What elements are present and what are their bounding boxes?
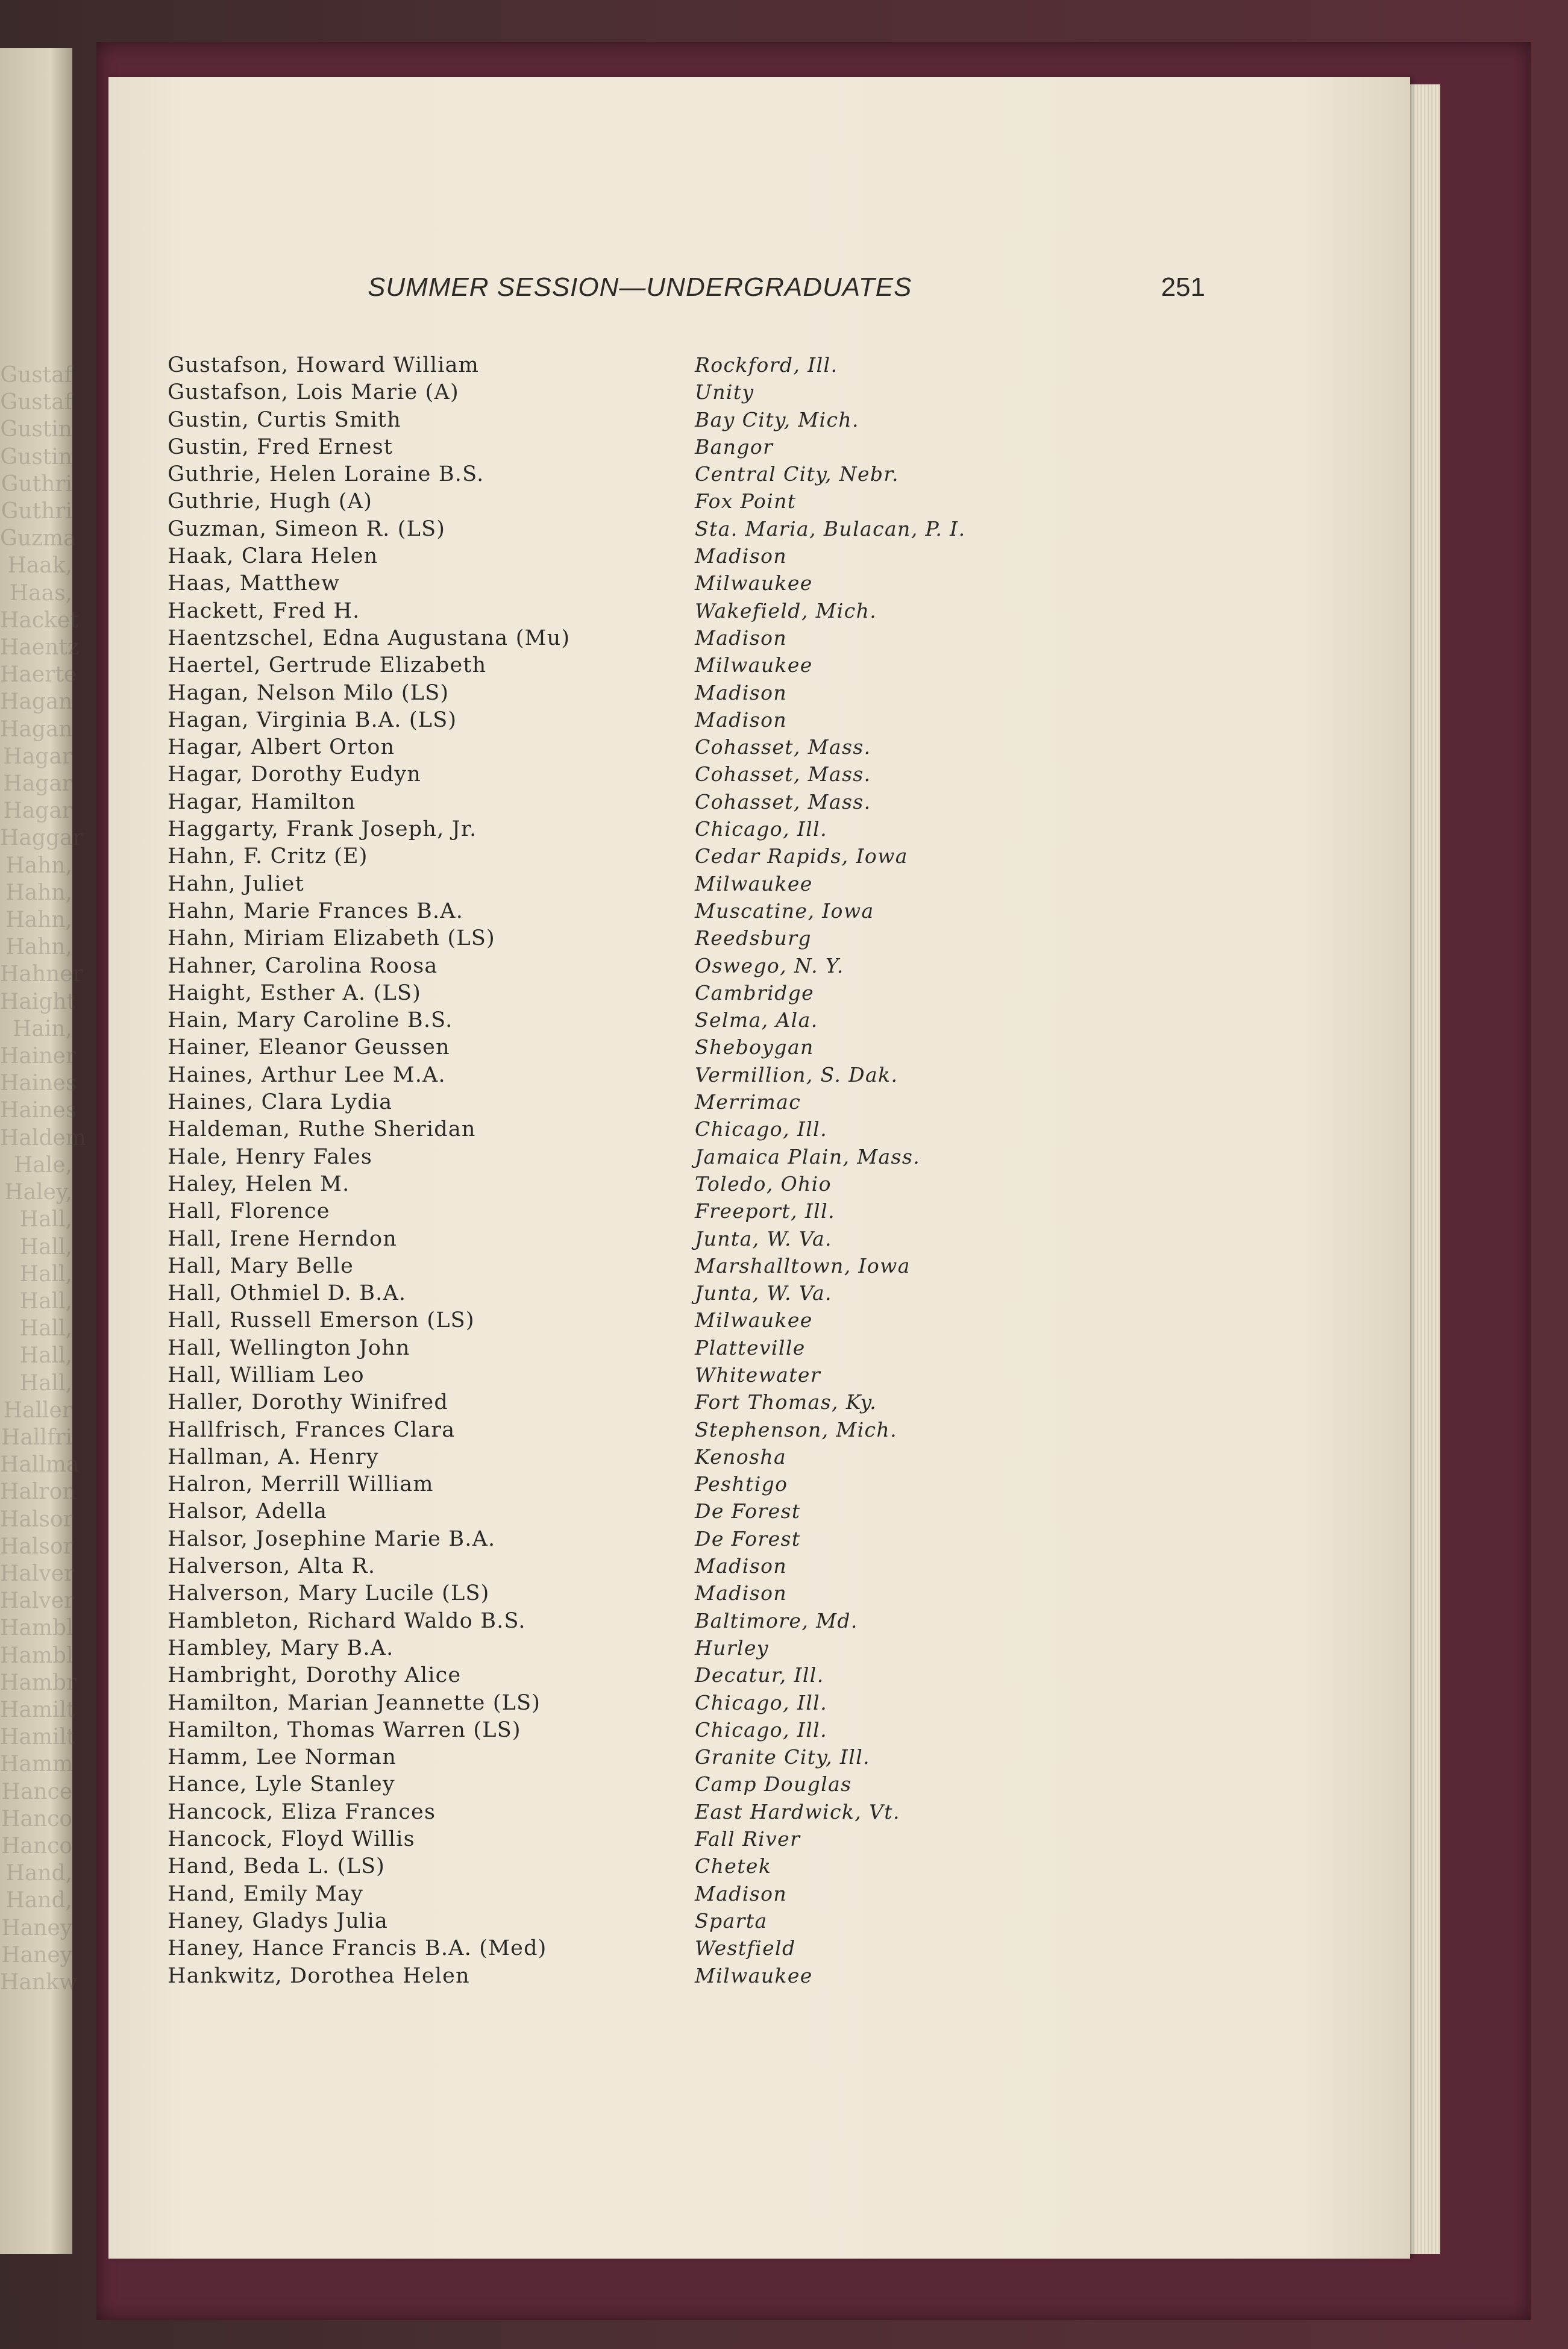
student-name: Hall, Mary Belle (168, 1253, 354, 1278)
student-name: Hancock, Eliza Frances (168, 1799, 436, 1824)
hometown: Madison (695, 626, 787, 650)
list-item (168, 899, 1071, 926)
list-item (168, 1063, 1071, 1090)
student-name: Guthrie, Helen Loraine B.S. (168, 462, 485, 487)
list-item (168, 353, 1071, 380)
hometown: Peshtigo (695, 1472, 788, 1496)
student-name: Hamilton, Marian Jeannette (LS) (168, 1690, 541, 1715)
hometown: Madison (695, 707, 787, 732)
student-name: Hahner, Carolina Roosa (168, 953, 438, 978)
list-item (168, 1882, 1071, 1909)
hometown: Cambridge (695, 980, 815, 1005)
hometown: Granite City, Ill. (695, 1745, 871, 1769)
student-name: Hall, Russell Emerson (LS) (168, 1308, 475, 1333)
student-name: Gustin, Curtis Smith (168, 407, 401, 432)
student-name: Hagan, Virginia B.A. (LS) (168, 707, 457, 732)
list-item (168, 653, 1071, 680)
hometown: Milwaukee (695, 571, 813, 595)
list-item (168, 1800, 1071, 1827)
student-name: Hagan, Nelson Milo (LS) (168, 680, 450, 705)
student-name: Haertel, Gertrude Elizabeth (168, 653, 487, 678)
hometown: Selma, Ala. (695, 1008, 818, 1032)
list-item (168, 817, 1071, 844)
list-item (168, 380, 1071, 407)
hometown: Madison (695, 1554, 787, 1578)
student-name: Haley, Helen M. (168, 1171, 350, 1196)
student-name: Hahn, F. Critz (E) (168, 844, 368, 869)
student-name: Haney, Hance Francis B.A. (Med) (168, 1936, 547, 1961)
list-item (168, 1172, 1071, 1199)
hometown: Chicago, Ill. (695, 817, 828, 841)
hometown: Camp Douglas (695, 1772, 852, 1796)
list-item (168, 1854, 1071, 1881)
list-item (168, 926, 1071, 953)
hometown: Sheboygan (695, 1035, 814, 1059)
hometown: Junta, W. Va. (695, 1281, 832, 1305)
list-item (168, 408, 1071, 435)
facing-page-bleed-through: Gustaf Gustaf Gustin Gustin Guthri Guthri Guzma Haak, Haas, Hacket Haentz Haerte Hagan Hagan Hagar Hagar Hagar Haggar Hahn, Hahn, Hahn, Hahn, Hahner Haight Hain, Hainer Haines Haines Haldem Hale, Haley, Hall, Hall, Hall, Hall, Hall, Hall, Hall, Haller Hallfri Hallma Halron Halsor Halsor Halver Halver Hambl Hambl Hambr Hamilt Hamilt Hamm Hance Hanco Hanco Hand, Hand, Haney Haney Hankw (0, 363, 86, 1995)
student-name: Haggarty, Frank Joseph, Jr. (168, 817, 477, 842)
student-name: Haines, Clara Lydia (168, 1090, 393, 1115)
student-name: Halron, Merrill William (168, 1472, 434, 1497)
list-item (168, 1472, 1071, 1499)
list-item (168, 844, 1071, 871)
student-name: Hankwitz, Dorothea Helen (168, 1963, 470, 1988)
student-name: Haldeman, Ruthe Sheridan (168, 1117, 476, 1142)
student-name: Haney, Gladys Julia (168, 1908, 388, 1933)
student-name: Hambright, Dorothy Alice (168, 1663, 462, 1688)
hometown: Rockford, Ill. (695, 353, 838, 377)
hometown: Reedsburg (695, 926, 812, 950)
hometown: Bay City, Mich. (695, 407, 859, 431)
list-item (168, 1035, 1071, 1062)
list-item (168, 1499, 1071, 1526)
hometown: Unity (695, 380, 754, 404)
list-item (168, 1363, 1071, 1390)
hometown: Hurley (695, 1636, 769, 1660)
student-name: Hahn, Marie Frances B.A. (168, 899, 464, 923)
student-name: Haak, Clara Helen (168, 544, 378, 569)
list-item (168, 1227, 1071, 1254)
hometown: Fall River (695, 1827, 801, 1851)
hometown: Vermillion, S. Dak. (695, 1062, 898, 1087)
list-item (168, 1390, 1071, 1417)
student-name: Halsor, Adella (168, 1499, 328, 1524)
list-item (168, 1281, 1071, 1308)
hometown: Madison (695, 680, 787, 704)
list-item (168, 1581, 1071, 1608)
hometown: Cohasset, Mass. (695, 762, 871, 786)
hometown: Milwaukee (695, 1308, 813, 1332)
hometown: Cohasset, Mass. (695, 735, 871, 759)
student-name: Guthrie, Hugh (A) (168, 489, 373, 514)
hometown: Junta, W. Va. (695, 1226, 832, 1250)
student-list (168, 353, 1071, 1991)
student-name: Gustafson, Lois Marie (A) (168, 380, 459, 405)
list-item (168, 981, 1071, 1008)
list-item (168, 1772, 1071, 1799)
hometown: Milwaukee (695, 653, 813, 677)
hometown: Wakefield, Mich. (695, 598, 877, 623)
student-name: Gustafson, Howard William (168, 353, 480, 377)
student-name: Hall, Irene Herndon (168, 1226, 398, 1251)
student-name: Hambleton, Richard Waldo B.S. (168, 1608, 526, 1633)
hometown: Madison (695, 1581, 787, 1605)
student-name: Hagar, Albert Orton (168, 735, 395, 760)
student-name: Hagar, Dorothy Eudyn (168, 762, 422, 787)
list-item (168, 1145, 1071, 1172)
hometown: Whitewater (695, 1363, 821, 1387)
list-item (168, 1964, 1071, 1991)
student-name: Hallman, A. Henry (168, 1444, 379, 1469)
list-item (168, 1636, 1071, 1663)
hometown: Milwaukee (695, 1963, 813, 1987)
student-name: Hackett, Fred H. (168, 598, 360, 623)
hometown: Platteville (695, 1335, 806, 1360)
student-name: Hall, Wellington John (168, 1335, 410, 1360)
list-item (168, 1008, 1071, 1035)
student-name: Hamm, Lee Norman (168, 1745, 397, 1770)
student-name: Hancock, Floyd Willis (168, 1827, 415, 1852)
list-item (168, 626, 1071, 653)
hometown: Central City, Nebr. (695, 462, 899, 486)
hometown: Marshalltown, Iowa (695, 1253, 911, 1278)
student-name: Haines, Arthur Lee M.A. (168, 1062, 446, 1087)
list-item (168, 544, 1071, 571)
hometown: Sparta (695, 1908, 768, 1933)
student-name: Hale, Henry Fales (168, 1144, 372, 1169)
list-item (168, 872, 1071, 899)
student-name: Hahn, Miriam Elizabeth (LS) (168, 926, 495, 951)
list-item (168, 1090, 1071, 1117)
list-item (168, 1336, 1071, 1363)
hometown: Kenosha (695, 1444, 787, 1469)
hometown: Chicago, Ill. (695, 1717, 828, 1742)
hometown: Westfield (695, 1936, 796, 1960)
student-name: Hallfrisch, Frances Clara (168, 1417, 456, 1442)
list-item (168, 1663, 1071, 1690)
list-item (168, 681, 1071, 708)
hometown: Milwaukee (695, 871, 813, 895)
hometown: Bangor (695, 434, 774, 459)
hometown: Toledo, Ohio (695, 1171, 832, 1196)
running-head-title: SUMMER SESSION—UNDERGRADUATES (368, 272, 912, 302)
hometown: Fox Point (695, 489, 797, 513)
student-name: Hamilton, Thomas Warren (LS) (168, 1717, 521, 1742)
list-item (168, 1745, 1071, 1772)
list-item (168, 1909, 1071, 1936)
hometown: Freeport, Ill. (695, 1199, 835, 1223)
hometown: Fort Thomas, Ky. (695, 1390, 877, 1414)
hometown: Baltimore, Md. (695, 1608, 858, 1632)
student-name: Haas, Matthew (168, 571, 340, 596)
hometown: Muscatine, Iowa (695, 899, 874, 923)
hometown: Stephenson, Mich. (695, 1417, 897, 1441)
list-item (168, 435, 1071, 462)
student-name: Haentzschel, Edna Augustana (Mu) (168, 626, 571, 650)
hometown: Chetek (695, 1854, 772, 1878)
hometown: De Forest (695, 1499, 801, 1523)
list-item (168, 1827, 1071, 1854)
student-name: Haller, Dorothy Winifred (168, 1390, 448, 1415)
list-item (168, 517, 1071, 544)
list-item (168, 1117, 1071, 1144)
student-name: Halverson, Alta R. (168, 1554, 376, 1579)
list-item (168, 1254, 1071, 1281)
list-item (168, 1445, 1071, 1472)
hometown: Jamaica Plain, Mass. (695, 1144, 921, 1168)
list-item (168, 1718, 1071, 1745)
student-name: Halsor, Josephine Marie B.A. (168, 1526, 496, 1551)
hometown: East Hardwick, Vt. (695, 1799, 900, 1824)
student-name: Hall, Othmiel D. B.A. (168, 1281, 407, 1306)
list-item (168, 735, 1071, 762)
list-item (168, 1554, 1071, 1581)
hometown: Sta. Maria, Bulacan, P. I. (695, 516, 966, 541)
student-name: Hall, Florence (168, 1199, 330, 1224)
hometown: Chicago, Ill. (695, 1690, 828, 1714)
hometown: Madison (695, 544, 787, 568)
student-name: Hahn, Juliet (168, 871, 304, 896)
student-name: Hand, Beda L. (LS) (168, 1854, 386, 1879)
list-item (168, 1527, 1071, 1554)
hometown: Merrimac (695, 1090, 801, 1114)
running-header (368, 272, 1205, 315)
hometown: Oswego, N. Y. (695, 953, 844, 977)
page-number: 251 (1161, 272, 1205, 302)
list-item (168, 954, 1071, 981)
list-item (168, 571, 1071, 598)
student-name: Hain, Mary Caroline B.S. (168, 1008, 453, 1033)
hometown: Decatur, Ill. (695, 1663, 824, 1687)
student-name: Hainer, Eleanor Geussen (168, 1035, 450, 1060)
list-item (168, 790, 1071, 817)
facing-page-edge (0, 48, 86, 2254)
list-item (168, 462, 1071, 489)
student-name: Guzman, Simeon R. (LS) (168, 516, 446, 541)
list-item (168, 1936, 1071, 1963)
list-item (168, 1199, 1071, 1226)
list-item (168, 599, 1071, 626)
hometown: Madison (695, 1881, 787, 1905)
list-item (168, 1691, 1071, 1718)
student-name: Hambley, Mary B.A. (168, 1636, 394, 1660)
list-item (168, 489, 1071, 516)
list-item (168, 1609, 1071, 1636)
student-name: Halverson, Mary Lucile (LS) (168, 1581, 490, 1606)
student-name: Hance, Lyle Stanley (168, 1772, 395, 1797)
hometown: De Forest (695, 1526, 801, 1551)
student-name: Gustin, Fred Ernest (168, 434, 394, 459)
list-item (168, 762, 1071, 789)
hometown: Cohasset, Mass. (695, 789, 871, 814)
student-name: Hagar, Hamilton (168, 789, 356, 814)
student-name: Haight, Esther A. (LS) (168, 980, 421, 1005)
student-name: Hall, William Leo (168, 1363, 365, 1387)
list-item (168, 1418, 1071, 1445)
list-item (168, 1308, 1071, 1335)
hometown: Chicago, Ill. (695, 1117, 828, 1141)
list-item (168, 708, 1071, 735)
student-name: Hand, Emily May (168, 1881, 364, 1906)
hometown: Cedar Rapids, Iowa (695, 844, 908, 868)
